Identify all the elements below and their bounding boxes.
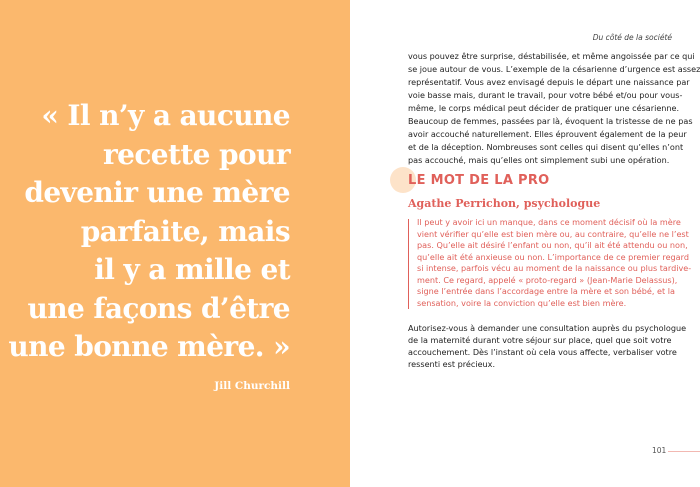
text-line: parfaite, mais	[80, 214, 290, 248]
text-line: avoir accouché naturellement. Elles éprouvent également de la peur	[408, 129, 687, 139]
text-line: il y a mille et	[94, 253, 290, 286]
text-line: ressenti est précieux.	[408, 359, 496, 369]
text-line: signe l’entrée dans l’accordage entre la mère et son bébé, et la	[417, 286, 675, 296]
paragraph-intro	[408, 50, 700, 167]
text-line: une bonne mère. »	[8, 330, 290, 363]
page-number: 101	[652, 446, 667, 455]
pull-quote	[8, 97, 290, 367]
text-line: vient vérifier qu’elle est bien mère ou, au contraire, qu’elle ne l’est	[417, 228, 689, 239]
text-line: accouchement. Dès l’instant où cela vous affecte, verbaliser votre	[408, 347, 677, 357]
text-line: et de la déception. Nombreuses sont celles qui disent qu’elles n’ont	[408, 142, 684, 152]
text-line: Autorisez-vous à demander une consultation auprès du psychologue	[408, 323, 687, 333]
page-number-rule	[668, 451, 700, 452]
text-line: Beaucoup de femmes, passées par là, évoquent la tristesse de ne pas	[408, 116, 693, 126]
text-line: une façons d’être	[27, 291, 290, 325]
text-line: même, le corps médical peut décider de pratiquer une césarienne.	[408, 103, 680, 113]
text-line: recette pour	[102, 137, 290, 171]
paragraph-advice	[408, 322, 687, 370]
text-page	[350, 0, 700, 487]
text-line: sensation, voire la conviction qu’elle est bien mère.	[417, 297, 627, 308]
text-line: se joue autour de vous. L’exemple de la césarienne d’urgence est assez	[408, 64, 700, 74]
text-line: qu’elle ait été anxieuse ou non. L’importance de ce premier regard	[417, 251, 689, 262]
text-line: « Il n’y a aucune	[41, 99, 290, 132]
text-line: si intense, parfois vécu au moment de la naissance ou plus tardive-	[417, 263, 692, 273]
quote-bar	[408, 219, 409, 309]
text-line: représentatif. Vous avez envisagé depuis le départ une naissance par	[408, 77, 690, 87]
text-line: pas. Qu’elle ait désiré l’enfant ou non, qu’il ait été attendu ou non,	[417, 240, 688, 250]
expert-quote	[417, 217, 692, 309]
section-heading: LE MOT DE LA PRO	[408, 173, 550, 188]
text-line: pas accouché, mais qu’elles ont simplement subi une opération.	[408, 155, 670, 165]
text-line: devenir une mère	[24, 176, 290, 209]
text-line: ment. Ce regard, appelé « proto-regard » (Jean-Marie Delassus),	[417, 274, 678, 285]
text-line: voie basse mais, durant le travail, pour votre bébé et/ou pour vous-	[408, 90, 683, 100]
expert-name: Agathe Perrichon, psychologue	[408, 197, 601, 210]
text-line: vous pouvez être surprise, déstabilisée, et même angoissée par ce qui	[408, 51, 695, 61]
quote-author: Jill Churchill	[214, 380, 290, 392]
running-head: Du côté de la société	[592, 33, 672, 42]
text-line: Il peut y avoir ici un manque, dans ce moment décisif où la mère	[417, 217, 681, 227]
text-line: de la maternité durant votre séjour sur place, quel que soit votre	[408, 335, 672, 345]
